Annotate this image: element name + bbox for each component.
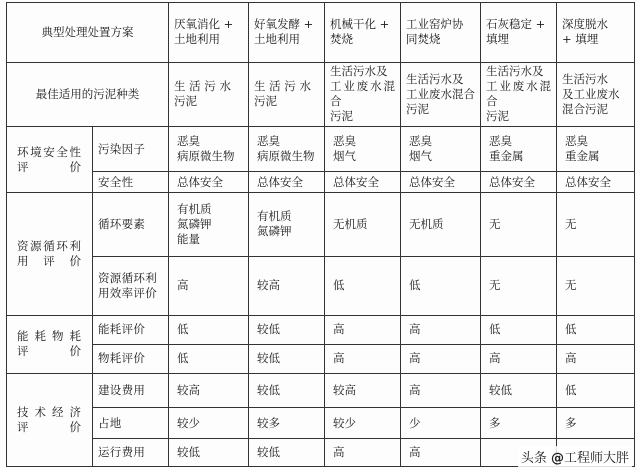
sludge-type-value-line: 工业废水混合: [486, 79, 551, 109]
criterion-label-line: 占地: [98, 415, 122, 430]
criterion-value-line: 低: [409, 278, 421, 293]
criterion-label: [93, 172, 169, 193]
criterion-value-line: 较低: [177, 445, 200, 460]
criterion-value-line: 高: [333, 322, 345, 337]
criterion-value: [557, 316, 635, 345]
criterion-label-line: 循环要素: [98, 216, 146, 231]
criterion-value-line: 较多: [257, 415, 280, 430]
method-header-6: [557, 3, 635, 63]
criterion-value-line: 较低: [257, 445, 280, 460]
criterion-value-line: 高: [489, 351, 501, 366]
criterion-value: [557, 344, 635, 373]
criterion-value-line: 病原微生物: [257, 149, 315, 164]
environmental-safety-group-label-line: 评价: [17, 159, 82, 174]
criterion-value-line: 较低: [257, 351, 280, 366]
criterion-value: [401, 127, 481, 172]
criterion-value: [169, 172, 249, 193]
criterion-label: [93, 192, 169, 256]
sludge-type-row: [7, 62, 635, 127]
watermark: [518, 446, 632, 467]
criterion-value-line: 总体安全: [333, 174, 379, 189]
sludge-type-value-line: 污泥: [254, 94, 277, 109]
criterion-value-line: 病原微生物: [177, 149, 235, 164]
criterion-value: [169, 439, 249, 467]
criterion-value: [325, 344, 401, 373]
criterion-value-line: 总体安全: [565, 174, 611, 189]
technical-economic-row-2: [7, 408, 635, 439]
criterion-label-line: 建设费用: [98, 382, 146, 397]
criterion-value: [557, 192, 635, 256]
criterion-value-line: 无: [565, 216, 577, 231]
criterion-value: [249, 192, 325, 256]
criterion-value: [249, 316, 325, 345]
method-header-line: 石灰稳定 +: [486, 17, 546, 32]
criterion-value-line: 总体安全: [489, 174, 535, 189]
criterion-value: [557, 256, 635, 316]
criterion-label: [93, 439, 169, 467]
criterion-value-line: 低: [489, 322, 501, 337]
criterion-label: [93, 256, 169, 316]
criterion-value-line: 总体安全: [177, 174, 223, 189]
criterion-value: [325, 127, 401, 172]
criterion-value-line: 氮磷钾: [257, 224, 292, 239]
criterion-value: [169, 344, 249, 373]
criterion-value: [401, 439, 481, 467]
energy-material-group-label: [7, 316, 93, 373]
criterion-value-line: 无机质: [333, 216, 368, 231]
criterion-value: [481, 127, 557, 172]
technical-economic-group-label-line: 技 术 经 济: [17, 404, 82, 419]
criterion-value: [325, 192, 401, 256]
environmental-safety-row-1: [7, 127, 635, 172]
method-header-line: + 填埋: [562, 32, 599, 47]
method-header-line: 焚烧: [330, 32, 353, 47]
criterion-value-line: 恶臭: [177, 134, 200, 149]
criterion-value: [325, 408, 401, 439]
method-header-4: [401, 3, 481, 63]
criterion-value: [249, 344, 325, 373]
sludge-type-label-cell: [7, 62, 169, 127]
resource-recycling-group-label: [7, 192, 93, 315]
criterion-label-line: 污染因子: [98, 141, 146, 156]
header-title-cell: [7, 3, 169, 63]
sludge-type-value-line: 及工业废水: [562, 86, 620, 101]
criterion-value: [325, 316, 401, 345]
criterion-value-line: 高: [409, 445, 421, 460]
criterion-value-line: 低: [565, 382, 577, 397]
sludge-type-value-line: 污泥: [174, 94, 197, 109]
energy-material-group-label-line: 评价: [17, 344, 82, 359]
watermark-name: 工程师大胖: [563, 451, 629, 466]
criterion-value-line: 烟气: [409, 149, 432, 164]
sludge-type-value-line: 生活污水及: [330, 64, 388, 79]
criterion-label: [93, 316, 169, 345]
criterion-value: [401, 408, 481, 439]
sludge-type-value-line: 工业废水混合: [330, 79, 395, 109]
criterion-value: [325, 439, 401, 467]
criterion-value-line: 高: [177, 278, 189, 293]
criterion-value-line: 低: [177, 322, 189, 337]
criterion-value: [401, 172, 481, 193]
criterion-label-line: 物耗评价: [98, 351, 146, 366]
criterion-value: [481, 172, 557, 193]
sludge-disposal-comparison-table: [6, 2, 635, 467]
criterion-value-line: 氮磷钾: [177, 216, 212, 231]
method-header-line: 厌氧消化 +: [174, 17, 234, 32]
criterion-value-line: 较少: [333, 415, 356, 430]
criterion-value-line: 有机质: [257, 209, 292, 224]
criterion-value-line: 总体安全: [409, 174, 455, 189]
criterion-value: [249, 439, 325, 467]
criterion-value-line: 较高: [177, 382, 200, 397]
header-title: 典型处理处置方案: [41, 24, 134, 39]
criterion-value-line: 恶臭: [565, 134, 588, 149]
criterion-value-line: 烟气: [333, 149, 356, 164]
sludge-type-value-line: 污泥: [486, 109, 509, 124]
criterion-value-line: 多: [565, 415, 577, 430]
criterion-value: [169, 192, 249, 256]
resource-recycling-group-label-line: 资源循环利: [17, 238, 82, 253]
criterion-value: [401, 344, 481, 373]
sludge-type-value-5: [481, 62, 557, 127]
resource-recycling-row-2: [7, 256, 635, 316]
criterion-value: [481, 408, 557, 439]
method-header-2: [249, 3, 325, 63]
sludge-type-value-line: 工业废水混合: [406, 86, 475, 101]
environmental-safety-group-label-line: 环境安全性: [17, 144, 82, 159]
sludge-type-value-line: 生 活 污 水: [254, 79, 311, 94]
criterion-value-line: 高: [409, 322, 421, 337]
criterion-label-line: 用效率评价: [98, 285, 157, 300]
criterion-value: [169, 127, 249, 172]
sludge-type-value-line: 混合污泥: [562, 101, 608, 116]
criterion-value: [557, 373, 635, 408]
criterion-value: [557, 127, 635, 172]
method-header-line: 填埋: [486, 32, 509, 47]
method-header-line: 深度脱水: [562, 17, 608, 32]
criterion-value-line: 恶臭: [257, 134, 280, 149]
criterion-value-line: 无: [565, 278, 577, 293]
sludge-type-value-line: 污泥: [406, 101, 429, 116]
criterion-value-line: 较低: [257, 382, 280, 397]
sludge-type-value-line: 生活污水: [562, 71, 608, 86]
sludge-type-value-4: [401, 62, 481, 127]
criterion-label: [93, 344, 169, 373]
criterion-value: [169, 373, 249, 408]
criterion-value: [249, 256, 325, 316]
criterion-value-line: 低: [333, 278, 345, 293]
header-row: [7, 3, 635, 63]
criterion-value-line: 恶臭: [333, 134, 356, 149]
criterion-value: [249, 172, 325, 193]
method-header-5: [481, 3, 557, 63]
criterion-label: [93, 127, 169, 172]
resource-recycling-group-label-line: 用评价: [17, 253, 82, 268]
criterion-value: [481, 373, 557, 408]
technical-economic-row-1: [7, 373, 635, 408]
criterion-value: [325, 172, 401, 193]
criterion-label-line: 资源循环利: [98, 270, 157, 285]
criterion-value: [481, 192, 557, 256]
criterion-value: [249, 373, 325, 408]
watermark-at: @: [550, 451, 564, 466]
criterion-value: [481, 256, 557, 316]
criterion-value-line: 能量: [177, 231, 200, 246]
criterion-value-line: 总体安全: [257, 174, 303, 189]
method-header-1: [169, 3, 249, 63]
criterion-value: [169, 408, 249, 439]
criterion-value: [249, 127, 325, 172]
criterion-value: [169, 316, 249, 345]
method-header-line: 好氧发酵 +: [254, 17, 314, 32]
criterion-label-line: 能耗评价: [98, 322, 146, 337]
criterion-value: [401, 256, 481, 316]
criterion-label-line: 运行费用: [98, 445, 146, 460]
method-header-line: 同焚烧: [406, 32, 441, 47]
criterion-value-line: 高: [409, 382, 421, 397]
sludge-type-value-line: 生 活 污 水: [174, 79, 231, 94]
criterion-value-line: 较高: [333, 382, 356, 397]
criterion-value: [169, 256, 249, 316]
method-header-line: 机械干化 +: [330, 17, 390, 32]
criterion-value-line: 高: [333, 351, 345, 366]
sludge-type-label: 最佳适用的污泥种类: [35, 86, 140, 101]
energy-material-row-2: [7, 344, 635, 373]
sludge-type-value-1: [169, 62, 249, 127]
criterion-value: [557, 172, 635, 193]
criterion-value-line: 高: [565, 351, 577, 366]
criterion-value: [325, 373, 401, 408]
criterion-value: [481, 344, 557, 373]
criterion-value-line: 恶臭: [489, 134, 512, 149]
criterion-value-line: 多: [489, 415, 501, 430]
method-header-3: [325, 3, 401, 63]
criterion-label: [93, 373, 169, 408]
sludge-type-value-3: [325, 62, 401, 127]
criterion-value-line: 有机质: [177, 201, 212, 216]
criterion-value-line: 较高: [257, 278, 280, 293]
criterion-label: [93, 408, 169, 439]
technical-economic-group-label-line: 评价: [17, 419, 82, 434]
energy-material-group-label-line: 能 耗 物 耗: [17, 329, 82, 344]
method-header-line: 土地利用: [174, 32, 220, 47]
criterion-value-line: 无: [489, 216, 501, 231]
criterion-value-line: 较低: [489, 382, 512, 397]
environmental-safety-group-label: [7, 127, 93, 193]
sludge-type-value-2: [249, 62, 325, 127]
watermark-prefix: 头条: [520, 451, 551, 466]
criterion-value: [325, 256, 401, 316]
energy-material-row-1: [7, 316, 635, 345]
criterion-value-line: 少: [409, 415, 421, 430]
criterion-value-line: 无机质: [409, 216, 444, 231]
criterion-value-line: 高: [409, 351, 421, 366]
sludge-type-value-line: 污泥: [330, 109, 353, 124]
criterion-value-line: 恶臭: [409, 134, 432, 149]
criterion-value-line: 高: [333, 445, 345, 460]
criterion-value-line: 重金属: [565, 149, 600, 164]
technical-economic-group-label: [7, 373, 93, 466]
criterion-value-line: 低: [177, 351, 189, 366]
criterion-value: [557, 408, 635, 439]
criterion-value: [481, 316, 557, 345]
sludge-type-value-line: 生活污水及: [406, 71, 464, 86]
criterion-value-line: 较低: [257, 322, 280, 337]
criterion-value-line: 无: [489, 278, 501, 293]
criterion-label-line: 安全性: [98, 174, 134, 189]
criterion-value: [401, 316, 481, 345]
criterion-value-line: 较少: [177, 415, 200, 430]
resource-recycling-row-1: [7, 192, 635, 256]
sludge-type-value-6: [557, 62, 635, 127]
criterion-value-line: 低: [565, 322, 577, 337]
method-header-line: 工业窑炉协: [406, 17, 464, 32]
criterion-value-line: 重金属: [489, 149, 524, 164]
method-header-line: 土地利用: [254, 32, 300, 47]
criterion-value: [401, 192, 481, 256]
criterion-value: [249, 408, 325, 439]
sludge-type-value-line: 生活污水及: [486, 64, 544, 79]
criterion-value: [401, 373, 481, 408]
environmental-safety-row-2: [7, 172, 635, 193]
